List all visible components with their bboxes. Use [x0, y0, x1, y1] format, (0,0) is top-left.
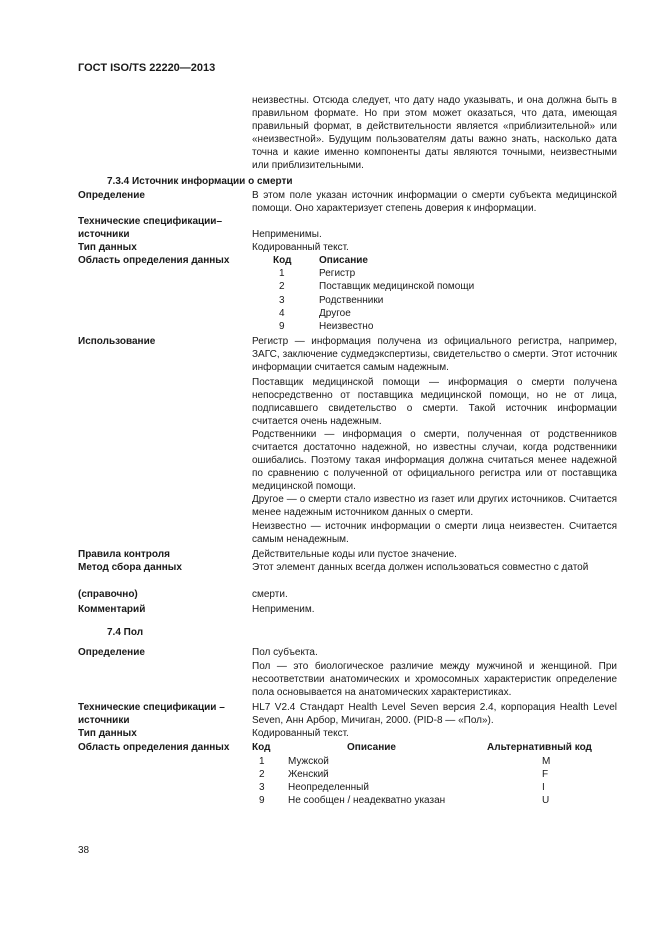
validation-rules-text: Действительные коды или пустое значение.: [252, 549, 457, 560]
description-column-header: Описание: [319, 255, 368, 266]
table-cell-alt-code: F: [542, 769, 549, 780]
table-cell-description: Поставщик медицинской помощи: [319, 281, 475, 292]
usage-paragraph: Родственники — информация о смерти, полученная от родственников считается достаточно надежной, но известны случаи, когда родственники ошибались. Поэтому такая информация должна считаться менее надежной по сравнению с полученной от официального регистра или от поставщика медицинской помощи.: [252, 429, 617, 492]
page-number: 38: [78, 845, 90, 856]
table-cell-description: Мужской: [288, 756, 329, 767]
definition-text-detail: Пол — это биологическое различие между мужчиной и женщиной. При несоответствии анатомических и хромосомных характеристик определение пола основывается на анатомических характеристиках.: [252, 661, 617, 698]
table-cell-description: Регистр: [319, 268, 356, 279]
table-cell-description: Неопределенный: [288, 782, 369, 793]
section-heading-7-4: 7.4 Пол: [107, 627, 144, 638]
usage-paragraph: Регистр — информация получена из официального регистра, например, ЗАГС, заключение судмедэкспертизы, свидетельство о смерти. Этот источник информации считается самым надежным.: [252, 336, 617, 373]
section-heading-7-3-4: 7.3.4 Источник информации о смерти: [107, 176, 293, 187]
table-cell-code: 3: [279, 295, 285, 306]
collection-method-label: Метод сбора данных: [78, 562, 182, 573]
tech-spec-label-line2: источники: [78, 715, 130, 726]
usage-label: Использование: [78, 336, 156, 347]
data-type-label: Тип данных: [78, 242, 137, 253]
definition-text: В этом поле указан источник информации о смерти субъекта медицинской помощи. Оно характеризует степень доверия к информации.: [252, 190, 617, 214]
table-cell-description: Другое: [319, 308, 351, 319]
table-cell-code: 9: [259, 795, 265, 806]
table-cell-description: Родственники: [319, 295, 384, 306]
table-cell-code: 1: [279, 268, 285, 279]
table-cell-code: 4: [279, 308, 285, 319]
tech-spec-label-line1: Технические спецификации –: [78, 702, 225, 713]
comment-text: Неприменим.: [252, 604, 315, 615]
usage-paragraph: Неизвестно — источник информации о смерти лица неизвестен. Считается самым ненадежным.: [252, 521, 617, 545]
data-domain-label: Область определения данных: [78, 742, 230, 753]
definition-label: Определение: [78, 647, 145, 658]
tech-spec-label-line1: Технические спецификации–: [78, 216, 223, 227]
description-column-header: Описание: [347, 742, 396, 753]
data-domain-label: Область определения данных: [78, 255, 230, 266]
reference-label: (справочно): [78, 589, 138, 600]
table-cell-code: 2: [279, 281, 285, 292]
tech-spec-text: Неприменимы.: [252, 229, 322, 240]
collection-method-text: Этот элемент данных всегда должен использоваться совместно с датой: [252, 562, 589, 573]
table-cell-code: 2: [259, 769, 265, 780]
usage-paragraph: Поставщик медицинской помощи — информация о смерти получена непосредственно от поставщика медицинской помощи, но не от лица, подписавшего свидетельство о смерти. Такой источник информации считается очень надежным.: [252, 377, 617, 427]
alternative-code-column-header: Альтернативный код: [487, 742, 592, 753]
definition-text: Пол субъекта.: [252, 647, 318, 658]
usage-paragraph: Другое — о смерти стало известно из газет или других источников. Считается менее надежным источником данных о смерти.: [252, 494, 617, 518]
table-cell-alt-code: U: [542, 795, 550, 806]
data-type-label: Тип данных: [78, 728, 137, 739]
table-cell-description: Неизвестно: [319, 321, 374, 332]
code-column-header: Код: [273, 255, 292, 266]
reference-text: смерти.: [252, 589, 288, 600]
data-type-text: Кодированный текст.: [252, 728, 349, 739]
table-cell-description: Женский: [288, 769, 329, 780]
comment-label: Комментарий: [78, 604, 146, 615]
table-cell-code: 9: [279, 321, 285, 332]
table-cell-alt-code: M: [542, 756, 551, 767]
intro-paragraph: неизвестны. Отсюда следует, что дату надо указывать, и она должна быть в правильном формате. Но при этом может оказаться, что дата, имеющая правильный формат, в действительности является «приблизительной» или «неизвестной». Будущим пользователям даты важно знать, насколько дата точна и какие именно компоненты даты являются точными, неизвестными или приблизительными.: [252, 95, 617, 171]
definition-label: Определение: [78, 190, 145, 201]
validation-rules-label: Правила контроля: [78, 549, 170, 560]
code-column-header: Код: [252, 742, 271, 753]
table-cell-code: 3: [259, 782, 265, 793]
document-title: ГОСТ ISO/TS 22220—2013: [78, 62, 216, 74]
tech-spec-text: HL7 V2.4 Стандарт Health Level Seven версия 2.4, корпорация Health Level Seven, Анн Арбор, Мичиган, 2000. (PID-8 — «Пол»).: [252, 702, 617, 726]
tech-spec-label-line2: источники: [78, 229, 130, 240]
table-cell-alt-code: I: [542, 782, 545, 793]
table-cell-code: 1: [259, 756, 265, 767]
data-type-text: Кодированный текст.: [252, 242, 349, 253]
table-cell-description: Не сообщен / неадекватно указан: [288, 795, 446, 806]
